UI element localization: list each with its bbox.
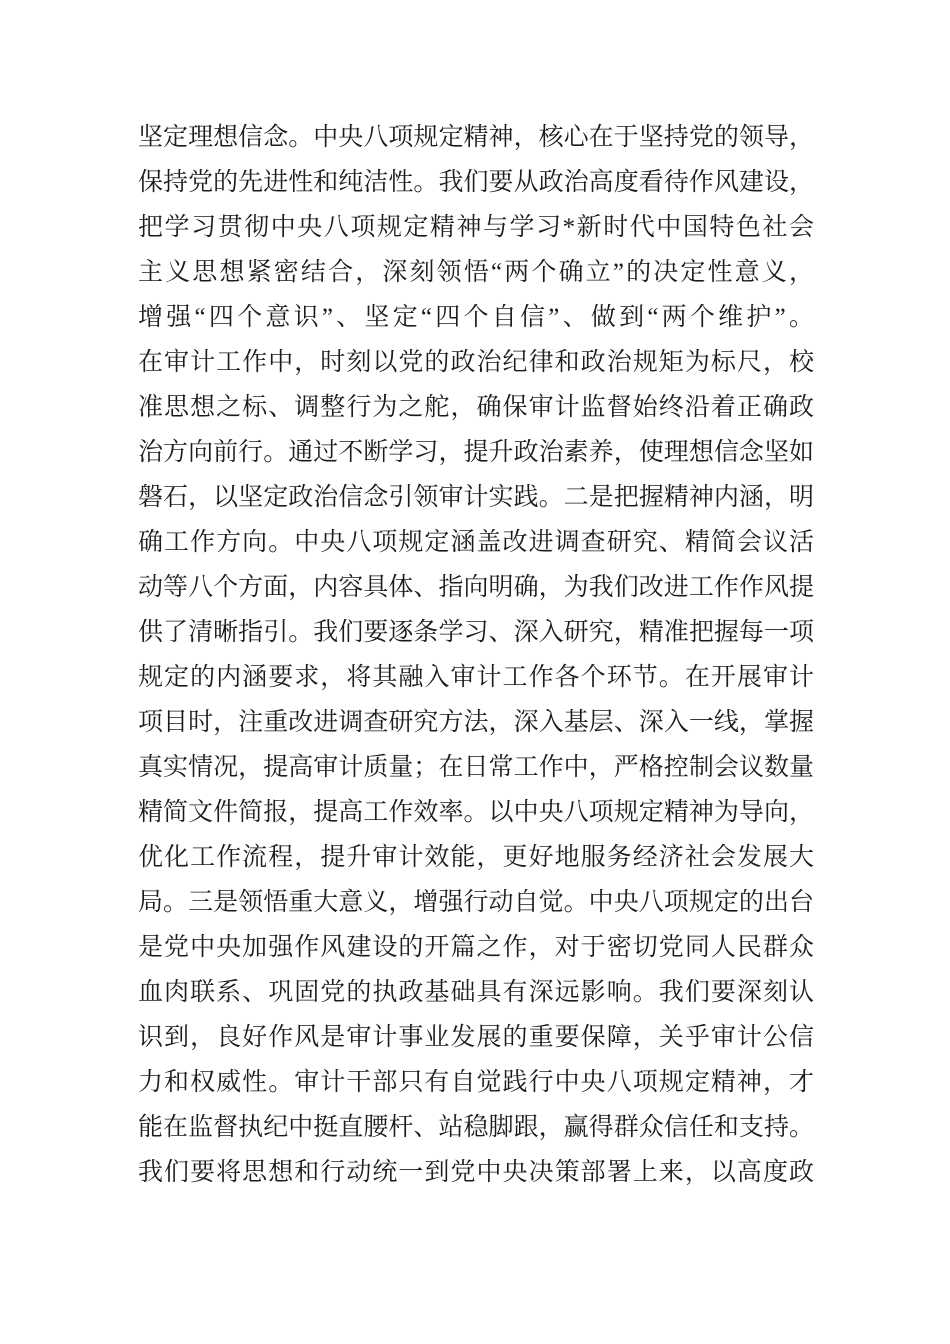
- text-line: 能在监督执纪中挺直腰杆、站稳脚跟，赢得群众信任和支持。: [138, 1114, 814, 1141]
- text-line: 坚定理想信念。中央八项规定精神，核心在于坚持党的领导，: [138, 124, 814, 151]
- text-line: 增强“四个意识”、坚定“四个自信”、做到“两个维护”。: [138, 304, 814, 331]
- text-line: 局。三是领悟重大意义，增强行动自觉。中央八项规定的出台: [138, 889, 814, 916]
- text-line: 把学习贯彻中央八项规定精神与学习*新时代中国特色社会: [138, 214, 814, 241]
- text-line: 血肉联系、巩固党的执政基础具有深远影响。我们要深刻认: [138, 979, 814, 1006]
- text-line: 我们要将思想和行动统一到党中央决策部署上来，以高度政: [138, 1159, 814, 1186]
- text-line: 确工作方向。中央八项规定涵盖改进调查研究、精简会议活: [138, 529, 814, 556]
- text-line: 真实情况，提高审计质量；在日常工作中，严格控制会议数量: [138, 754, 814, 781]
- text-line: 动等八个方面，内容具体、指向明确，为我们改进工作作风提: [138, 574, 814, 601]
- text-line: 准思想之标、调整行为之舵，确保审计监督始终沿着正确政: [138, 394, 814, 421]
- text-line: 项目时，注重改进调查研究方法，深入基层、深入一线，掌握: [138, 709, 814, 736]
- document-body-text: [138, 115, 814, 1195]
- text-line: 是党中央加强作风建设的开篇之作，对于密切党同人民群众: [138, 934, 814, 961]
- text-line: 在审计工作中，时刻以党的政治纪律和政治规矩为标尺，校: [138, 349, 814, 376]
- text-line: 主义思想紧密结合，深刻领悟“两个确立”的决定性意义，: [138, 259, 814, 286]
- text-line: 精简文件简报，提高工作效率。以中央八项规定精神为导向，: [138, 799, 814, 826]
- text-line: 供了清晰指引。我们要逐条学习、深入研究，精准把握每一项: [138, 619, 814, 646]
- text-line: 识到，良好作风是审计事业发展的重要保障，关乎审计公信: [138, 1024, 814, 1051]
- text-line: 保持党的先进性和纯洁性。我们要从政治高度看待作风建设，: [138, 169, 814, 196]
- text-line: 规定的内涵要求，将其融入审计工作各个环节。在开展审计: [138, 664, 814, 691]
- text-line: 优化工作流程，提升审计效能，更好地服务经济社会发展大: [138, 844, 814, 871]
- text-line: 磐石，以坚定政治信念引领审计实践。二是把握精神内涵，明: [138, 484, 814, 511]
- text-line: 力和权威性。审计干部只有自觉践行中央八项规定精神，才: [138, 1069, 814, 1096]
- text-line: 治方向前行。通过不断学习，提升政治素养，使理想信念坚如: [138, 439, 814, 466]
